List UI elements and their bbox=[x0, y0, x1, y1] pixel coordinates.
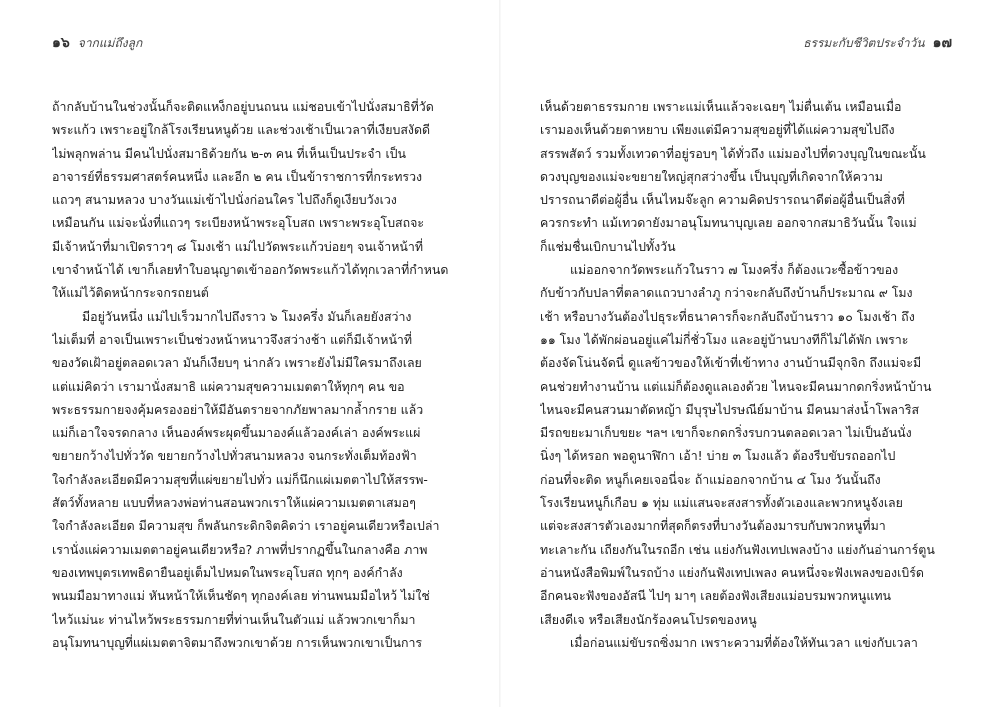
text-line: เสียงดีเจ หรือเสียงนักร้องคนโปรดของหนู bbox=[540, 611, 757, 627]
right-page bbox=[500, 0, 1000, 707]
text-line: ทะเลาะกัน เถียงกันในรถอีก เช่น แย่งกันฟังเทปเพลงบ้าง แย่งกันอ่านการ์ตูน bbox=[540, 541, 935, 557]
text-line: แถวๆ สนามหลวง บางวันแม่เข้าไปนั่งก่อนใคร ไปถึงก็ดูเงียบวังเวง bbox=[52, 192, 397, 208]
text-line: ควรกระทำ แม้เทวดายังมาอนุโมทนาบุญเลย ออกจากสมาธิวันนั้น ใจแม่ bbox=[540, 215, 917, 231]
text-line: เขาจำหน้าได้ เขาก็เลยทำใบอนุญาตเข้าออกวัดพระแก้วได้ทุกเวลาที่กำหนด bbox=[52, 262, 449, 278]
text-line: แม่ออกจากวัดพระแก้วในราว ๗ โมงครึ่ง ก็ต้องแวะซื้อข้าวของ bbox=[570, 262, 899, 278]
left-page-number: ๑๖ bbox=[52, 35, 70, 51]
text-line: ของวัดเฝ้าอยู่ตลอดเวลา มันก็เงียบๆ น่ากลัว เพราะยังไม่มีใครมาถึงเลย bbox=[52, 355, 422, 371]
text-line: เช้า หรือบางวันต้องไปธุระที่ธนาคารก็จะกลับถึงบ้านราว ๑๐ โมงเช้า ถึง bbox=[540, 308, 915, 324]
text-line: นิ่งๆ ได้หรอก พอดูนาฬิกา เอ้า! บ่าย ๓ โมงแล้ว ต้องรีบขับรถออกไป bbox=[540, 448, 896, 464]
text-line: ไม่พลุกพล่าน มีคนไปนั่งสมาธิด้วยกัน ๒-๓ คน ที่เห็นเป็นประจำ เป็น bbox=[52, 145, 407, 161]
text-line: ให้แม่ไว้ติดหน้ากระจกรถยนต์ bbox=[52, 285, 209, 301]
text-line: อีกคนจะฟังของอัสนี ไปๆ มาๆ เลยต้องฟังเสียงแม่อบรมพวกหนูแทน bbox=[540, 588, 891, 604]
text-line: เห็นด้วยตาธรรมกาย เพราะแม่เห็นแล้วจะเฉยๆ ไม่ตื่นเต้น เหมือนเมื่อ bbox=[540, 99, 902, 114]
text-line: ก็แช่มชื่นเบิกบานไปทั้งวัน bbox=[540, 238, 676, 254]
text-line: โรงเรียนหนูก็เกือบ ๑ ทุ่ม แม่แสนจะสงสารทั้งตัวเองและพวกหนูจังเลย bbox=[540, 495, 903, 511]
text-line: เรานั่งแผ่ความเมตตาอยู่คนเดียวหรือ? ภาพที่ปรากฏขึ้นในกลางคือ ภาพ bbox=[52, 541, 428, 557]
text-line: ๑๑ โมง ได้พักผ่อนอยู่แค่ไม่กี่ชั่วโมง และอยู่บ้านบางทีก็ไม่ได้พัก เพราะ bbox=[540, 331, 909, 347]
text-line: ปรารถนาดีต่อผู้อื่น เห็นไหมจ๊ะลูก ความคิดปรารถนาดีต่อผู้อื่นเป็นสิ่งที่ bbox=[540, 192, 905, 208]
text-line: กับข้าวกับปลาที่ตลาดแถวบางลำภู กว่าจะกลับถึงบ้านก็ประมาณ ๙ โมง bbox=[540, 285, 913, 301]
left-running-title: จากแม่ถึงลูก bbox=[77, 36, 143, 50]
text-line: ใจกำลังละเอียดมีความสุขที่แผ่ขยายไปทั่ว แม่ก็นึกแผ่เมตตาไปให้สรรพ- bbox=[52, 471, 428, 487]
text-line: ของเทพบุตรเทพธิดายืนอยู่เต็มไปหมดในพระอุโบสถ ทุกๆ องค์กำลัง bbox=[52, 564, 403, 580]
text-line: แต่จะสงสารตัวเองมากที่สุดก็ตรงที่บางวันต้องมารบกับพวกหนูที่มา bbox=[540, 518, 886, 534]
text-line: อ่านหนังสือพิมพ์ในรถบ้าง แย่งกันฟังเทปเพลง คนหนึ่งจะฟังเพลงของเบิร์ด bbox=[540, 564, 924, 580]
left-body-text bbox=[52, 95, 462, 654]
text-line: พนมมือมาทางแม่ หันหน้าให้เห็นชัดๆ ทุกองค์เลย ท่านพนมมือไหว้ ไม่ใช่ bbox=[52, 588, 430, 604]
text-line: อนุโมทนาบุญที่แผ่เมตตาจิตมาถึงพวกเขาด้วย การเห็นพวกเขาเป็นการ bbox=[52, 634, 423, 650]
text-line: เรามองเห็นด้วยตาหยาบ เพียงแต่มีความสุขอยู่ที่ได้แผ่ความสุขไปถึง bbox=[540, 122, 895, 138]
text-line: มีรถขยะมาเก็บขยะ ฯลฯ เขาก็จะกดกริ่งรบกวนตลอดเวลา ไม่เป็นอันนั่ง bbox=[540, 425, 912, 441]
text-line: เหมือนกัน แม่จะนั่งที่แถวๆ ระเบียงหน้าพระอุโบสถ เพราะพระอุโบสถจะ bbox=[52, 215, 425, 231]
text-line: ต้องจัดโน่นจัดนี่ ดูแลข้าวของให้เข้าที่เข้าทาง งานบ้านมีจุกจิก ถึงแม่จะมี bbox=[540, 355, 922, 371]
text-line: ไหนจะมีคนสวนมาตัดหญ้า มีบุรุษไปรษณีย์มาบ้าน มีคนมาส่งน้ำโพลาริส bbox=[540, 401, 920, 417]
text-line: พระแก้ว เพราะอยู่ใกล้โรงเรียนหนูด้วย และช่วงเช้าเป็นเวลาที่เงียบสงัดดี bbox=[52, 122, 431, 138]
text-line: ดวงบุญของแม่จะขยายใหญ่สุกสว่างขึ้น เป็นบุญที่เกิดจากให้ความ bbox=[540, 168, 883, 184]
text-line: สรรพสัตว์ รวมทั้งเทวดาที่อยู่รอบๆ ได้ทั่วถึง แม่มองไปที่ดวงบุญในขณะนั้น bbox=[540, 145, 926, 161]
left-page-header bbox=[52, 32, 142, 54]
text-line: สัตว์ทั้งหลาย แบบที่หลวงพ่อท่านสอนพวกเราให้แผ่ความเมตตาเสมอๆ bbox=[52, 495, 416, 511]
right-page-number: ๑๗ bbox=[932, 35, 952, 51]
text-line: ไม่เต็มที่ อาจเป็นเพราะเป็นช่วงหน้าหนาวจึงสว่างช้า แต่ก็มีเจ้าหน้าที่ bbox=[52, 331, 413, 347]
text-line: ถ้ากลับบ้านในช่วงนั้นก็จะติดแหง็กอยู่บนถนน แม่ชอบเข้าไปนั่งสมาธิที่วัด bbox=[52, 99, 434, 114]
text-line: เมื่อก่อนแม่ขับรถซิ่งมาก เพราะความที่ต้องให้ทันเวลา แข่งกับเวลา bbox=[570, 634, 918, 650]
text-line: มีอยู่วันหนึ่ง แม่ไปเร็วมากไปถึงราว ๖ โมงครึ่ง มันก็เลยยังสว่าง bbox=[82, 308, 412, 324]
text-line: แม่ก็เอาใจจรดกลาง เห็นองค์พระผุดขึ้นมาองค์แล้วองค์เล่า องค์พระแผ่ bbox=[52, 425, 421, 441]
text-line: ขยายกว้างไปทั่ววัด ขยายกว้างไปทั่วสนามหลวง จนกระทั่งเต็มท้องฟ้า bbox=[52, 448, 417, 464]
text-line: ก่อนที่จะติด หนูก็เคยเจอนี่จะ ถ้าแม่ออกจากบ้าน ๔ โมง วันนั้นถึง bbox=[540, 471, 881, 487]
text-line: ใจกำลังละเอียด มีความสุข ก็พลันกระดิกจิตคิดว่า เราอยู่คนเดียวหรือเปล่า bbox=[52, 518, 440, 534]
text-line: มีเจ้าหน้าที่มาเปิดราวๆ ๘ โมงเช้า แม่ไปวัดพระแก้วบ่อยๆ จนเจ้าหน้าที่ bbox=[52, 238, 424, 254]
text-line: อาจารย์ที่ธรรมศาสตร์คนหนึ่ง และอีก ๒ คน เป็นข้าราชการที่กระทรวง bbox=[52, 168, 423, 184]
text-line: ไหว้แม่นะ ท่านไหว้พระธรรมกายที่ท่านเห็นในตัวแม่ แล้วพวกเขาก็มา bbox=[52, 611, 416, 627]
right-body-text bbox=[540, 95, 960, 654]
right-page-header bbox=[803, 32, 952, 54]
right-running-title: ธรรมะกับชีวิตประจำวัน bbox=[803, 36, 925, 50]
text-line: พระธรรมกายจงคุ้มครองอย่าให้มีอันตรายจากภัยพาลมากล้ำกราย แล้ว bbox=[52, 401, 424, 417]
text-line: แต่แม่คิดว่า เรามานั่งสมาธิ แผ่ความสุขความเมตตาให้ทุกๆ คน ขอ bbox=[52, 378, 405, 394]
text-line: คนช่วยทำงานบ้าน แต่แม่ก็ต้องดูแลเองด้วย ไหนจะมีคนมากดกริ่งหน้าบ้าน bbox=[540, 378, 932, 394]
